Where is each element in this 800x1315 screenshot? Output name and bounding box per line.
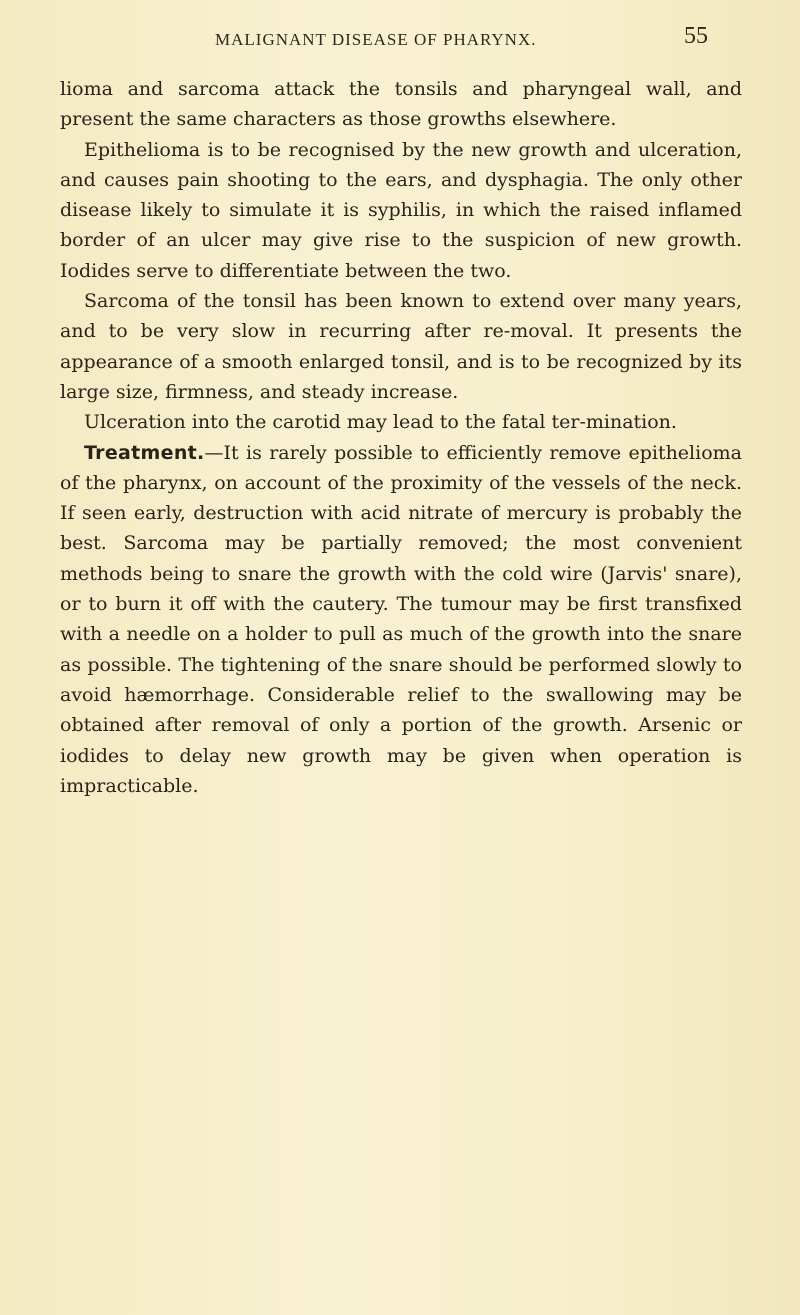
treatment-heading: Treatment. [84,441,205,464]
running-title: MALIGNANT DISEASE OF PHARYNX. [215,30,537,49]
paragraph-ulceration: Ulceration into the carotid may lead to the fatal ter-mination. [84,411,677,434]
body-text [60,74,742,801]
paragraph-treatment [60,438,742,802]
treatment-text: —It is rarely possible to efficiently remove epithelioma of the pharynx, on account of the proximity of the vessels of the neck. If seen early, destruction with acid nitrate of mercury is probably the best. Sarcoma may be partially removed; the most convenient methods being to snare the growth with the cold wire (Jarvis' snare), or to burn it off with the cautery. The tumour may be first transfixed with a needle on a holder to pull as much of the growth into the snare as possible. The tightening of the snare should be performed slowly to avoid hæmorrhage. Considerable relief to the swallowing may be obtained after removal of only a portion of the growth. Arsenic or iodides to delay new growth may be given when operation is impracticable. [60,441,742,797]
page-number: 55 [684,23,708,49]
paragraph-sarcoma: Sarcoma of the tonsil has been known to extend over many years, and to be very slow in recurring after re-moval. It presents the appearance of a smooth enlarged tonsil, and is to be recognized by its large size, firmness, and steady increase. [60,290,742,403]
paragraph-continued: lioma and sarcoma attack the tonsils and pharyngeal wall, and present the same characters as those growths elsewhere. [60,78,742,131]
paragraph-epithelioma: Epithelioma is to be recognised by the new growth and ulceration, and causes pain shooting to the ears, and dysphagia. The only other disease likely to simulate it is syphilis, in which the raised inflamed border of an ulcer may give rise to the suspicion of new growth. Iodides serve to differentiate between the two. [60,138,742,282]
